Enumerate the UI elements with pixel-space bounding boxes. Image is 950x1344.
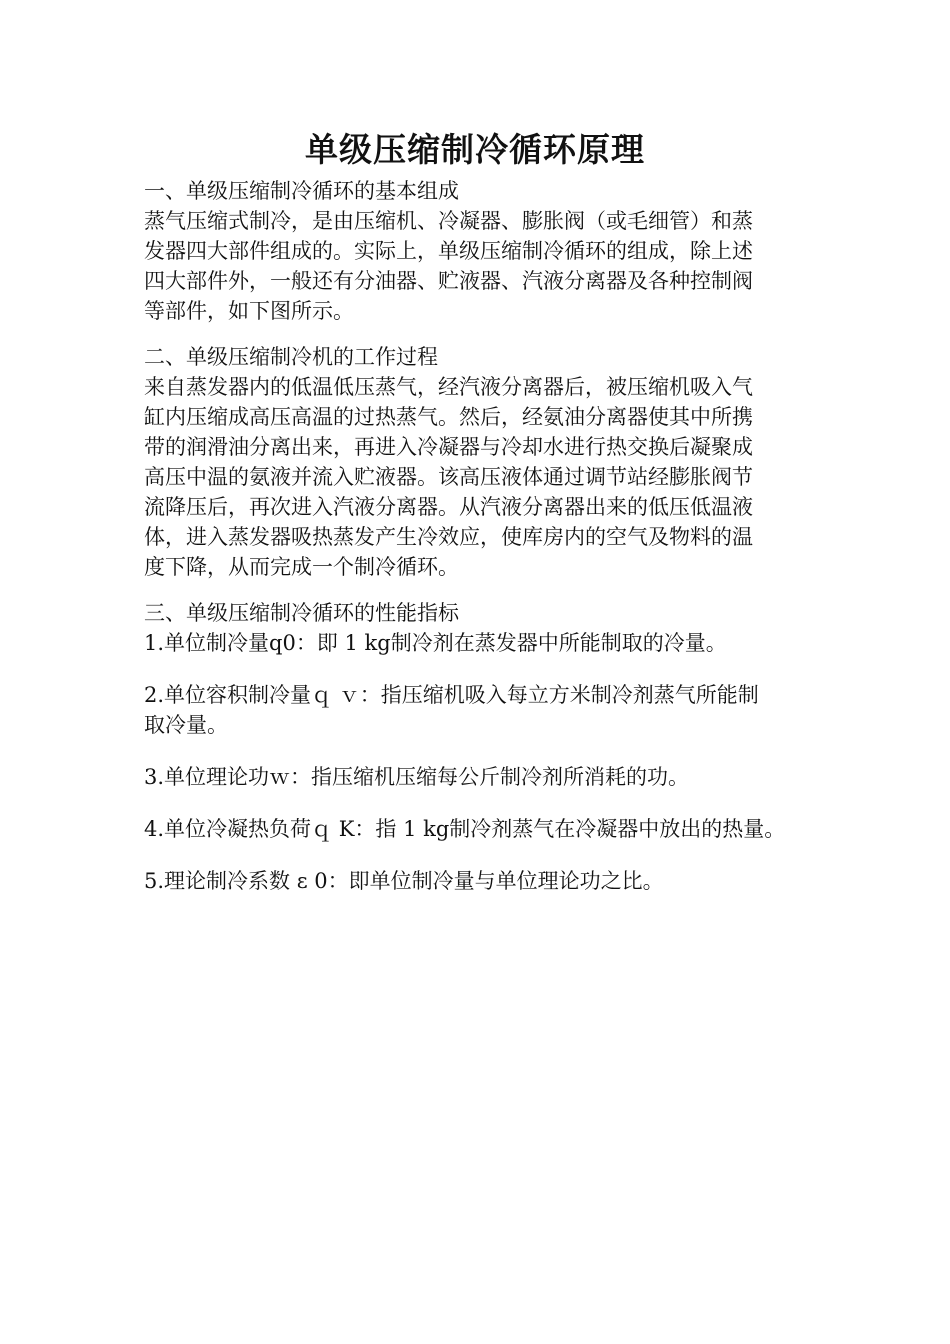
spacer	[144, 844, 824, 866]
paragraph-line: 带的润滑油分离出来，再进入冷凝器与冷却水进行热交换后凝聚成	[144, 435, 753, 459]
section-heading: 二、单级压缩制冷机的工作过程	[144, 345, 438, 369]
indicator-item: 5.理论制冷系数 ε 0：即单位制冷量与单位理论功之比。	[144, 869, 664, 893]
paragraph-line: 体，进入蒸发器吸热蒸发产生冷效应，使库房内的空气及物料的温	[144, 525, 753, 549]
paragraph-line: 发器四大部件组成的。实际上，单级压缩制冷循环的组成，除上述	[144, 239, 753, 263]
spacer	[144, 326, 824, 342]
section-heading: 一、单级压缩制冷循环的基本组成	[144, 179, 459, 203]
paragraph-line: 四大部件外，一般还有分油器、贮液器、汽液分离器及各种控制阀	[144, 269, 753, 293]
section-performance-indicators	[144, 598, 824, 896]
paragraph-line: 等部件，如下图所示。	[144, 299, 354, 323]
paragraph-line: 来自蒸发器内的低温低压蒸气，经汽液分离器后，被压缩机吸入气	[144, 375, 753, 399]
section-working-process	[144, 342, 824, 582]
indicator-item-continued: 取冷量。	[144, 713, 228, 737]
paragraph-line: 流降压后，再次进入汽液分离器。从汽液分离器出来的低压低温液	[144, 495, 753, 519]
section-heading: 三、单级压缩制冷循环的性能指标	[144, 601, 459, 625]
indicator-item: 2.单位容积制冷量ｑ ｖ：指压缩机吸入每立方米制冷剂蒸气所能制	[144, 683, 759, 707]
paragraph-line: 蒸气压缩式制冷，是由压缩机、冷凝器、膨胀阀（或毛细管）和蒸	[144, 209, 753, 233]
indicator-item: 3.单位理论功ｗ：指压缩机压缩每公斤制冷剂所消耗的功。	[144, 765, 690, 789]
paragraph-line: 缸内压缩成高压高温的过热蒸气。然后，经氨油分离器使其中所携	[144, 405, 753, 429]
indicator-item: 4.单位冷凝热负荷ｑ K：指 1 kg制冷剂蒸气在冷凝器中放出的热量。	[144, 817, 786, 841]
paragraph-line: 高压中温的氨液并流入贮液器。该高压液体通过调节站经膨胀阀节	[144, 465, 753, 489]
paragraph-line: 度下降，从而完成一个制冷循环。	[144, 555, 459, 579]
document-body	[144, 176, 824, 896]
section-basic-composition	[144, 176, 824, 326]
indicator-item: 1.单位制冷量q0：即 1 kg制冷剂在蒸发器中所能制取的冷量。	[144, 631, 727, 655]
spacer	[144, 658, 824, 680]
spacer	[144, 792, 824, 814]
spacer	[144, 582, 824, 598]
spacer	[144, 740, 824, 762]
document-title: 单级压缩制冷循环原理	[305, 130, 645, 169]
